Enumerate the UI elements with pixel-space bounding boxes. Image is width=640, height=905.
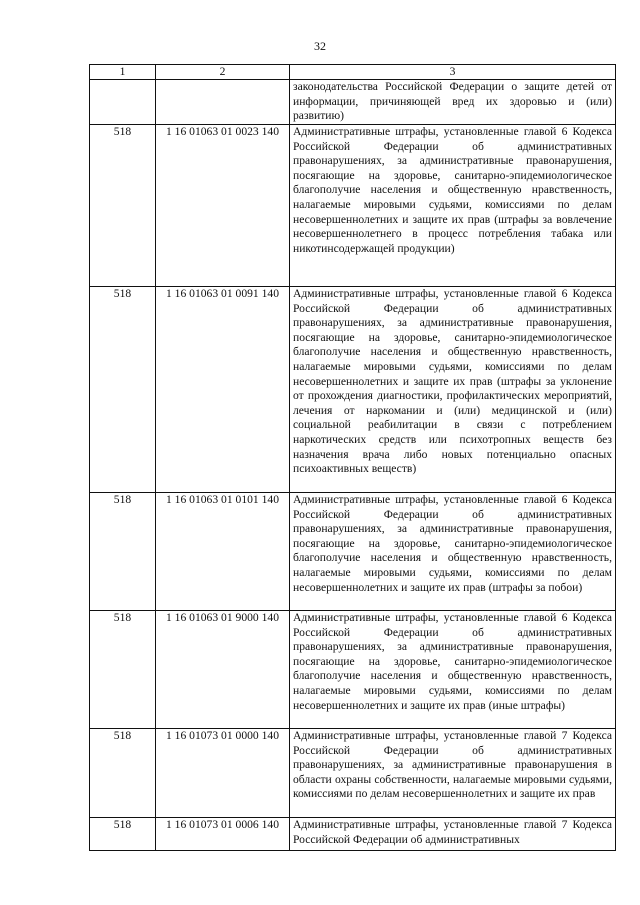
table-row — [90, 80, 616, 125]
budget-code-cell: 1 16 01073 01 0000 140 — [156, 729, 290, 818]
budget-code-cell: 1 16 01063 01 0091 140 — [156, 287, 290, 493]
table-row — [90, 125, 616, 287]
column-header: 3 — [290, 65, 616, 80]
description-cell: Административные штрафы, установленные главой 6 Кодекса Российской Федерации об административных правонарушениях, за административные правонарушения, посягающие на здоровье, санитарно-эпидемиологическое благополучие населения и общественную нравственность, налагаемые мировыми судьями, комиссиями по делам несовершеннолетних и защите их прав (штрафы за уклонение от прохождения диагностики, профилактических мероприятий, лечения от наркомании и (или) медицинской и (или) социальной реабилитации в связи с потреблением наркотических средств или психотропных веществ без назначения врача либо новых потенциально опасных психоактивных веществ) — [290, 287, 616, 493]
admin-code-cell: 518 — [90, 493, 156, 611]
table-row — [90, 611, 616, 729]
description-cell: Административные штрафы, установленные главой 7 Кодекса Российской Федерации об административных — [290, 818, 616, 851]
column-header: 1 — [90, 65, 156, 80]
admin-code-cell: 518 — [90, 729, 156, 818]
budget-code-cell: 1 16 01063 01 0023 140 — [156, 125, 290, 287]
column-header: 2 — [156, 65, 290, 80]
admin-code-cell — [90, 80, 156, 125]
description-cell: Административные штрафы, установленные главой 7 Кодекса Российской Федерации об административных правонарушениях, за административные правонарушения в области охраны собственности, налагаемые мировыми судьями, комиссиями по делам несовершеннолетних и защите их прав — [290, 729, 616, 818]
budget-code-cell: 1 16 01063 01 9000 140 — [156, 611, 290, 729]
admin-code-cell: 518 — [90, 818, 156, 851]
table-header-row — [90, 65, 616, 80]
description-cell: законодательства Российской Федерации о защите детей от информации, причиняющей вред их здоровью и (или) развитию) — [290, 80, 616, 125]
budget-classification-table — [89, 64, 616, 851]
table-row — [90, 287, 616, 493]
description-cell: Административные штрафы, установленные главой 6 Кодекса Российской Федерации об административных правонарушениях, за административные правонарушения, посягающие на здоровье, санитарно-эпидемиологическое благополучие населения и общественную нравственность, налагаемые мировыми судьями, комиссиями по делам несовершеннолетних и защите их прав (иные штрафы) — [290, 611, 616, 729]
table-row — [90, 729, 616, 818]
table-row — [90, 818, 616, 851]
admin-code-cell: 518 — [90, 125, 156, 287]
description-cell: Административные штрафы, установленные главой 6 Кодекса Российской Федерации об административных правонарушениях, за административные правонарушения, посягающие на здоровье, санитарно-эпидемиологическое благополучие населения и общественную нравственность, налагаемые мировыми судьями, комиссиями по делам несовершеннолетних и защите их прав (штрафы за вовлечение несовершеннолетнего в процесс потребления табака или никотинсодержащей продукции) — [290, 125, 616, 287]
budget-code-cell: 1 16 01063 01 0101 140 — [156, 493, 290, 611]
table-row — [90, 493, 616, 611]
page-number: 32 — [314, 39, 326, 53]
budget-code-cell: 1 16 01073 01 0006 140 — [156, 818, 290, 851]
budget-code-cell — [156, 80, 290, 125]
description-cell: Административные штрафы, установленные главой 6 Кодекса Российской Федерации об административных правонарушениях, за административные правонарушения, посягающие на здоровье, санитарно-эпидемиологическое благополучие населения и общественную нравственность, налагаемые мировыми судьями, комиссиями по делам несовершеннолетних и защите их прав (штрафы за побои) — [290, 493, 616, 611]
admin-code-cell: 518 — [90, 611, 156, 729]
admin-code-cell: 518 — [90, 287, 156, 493]
